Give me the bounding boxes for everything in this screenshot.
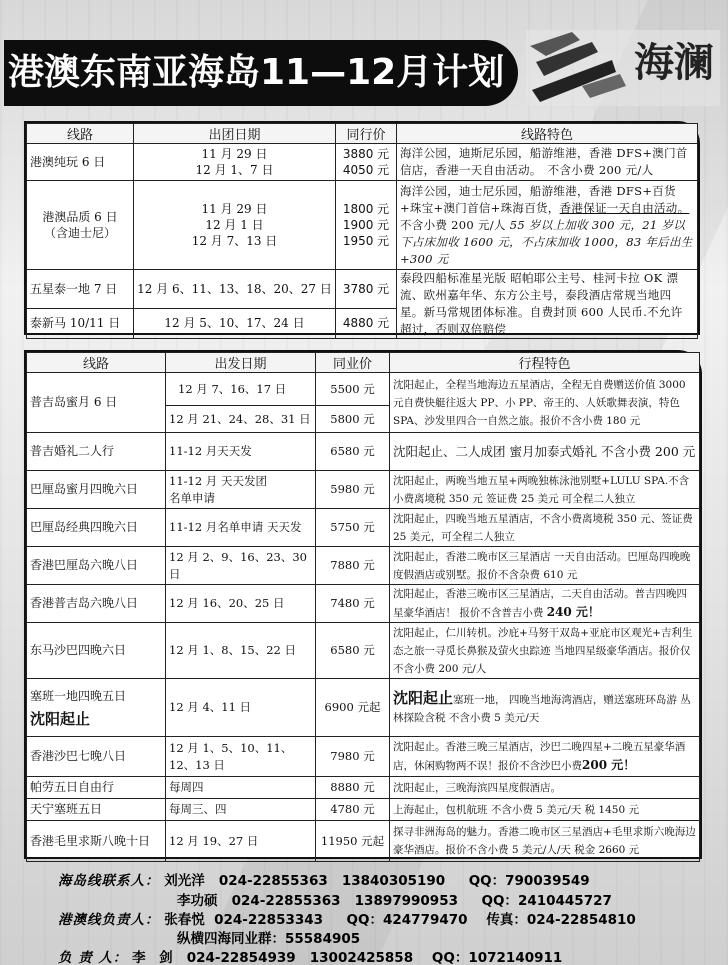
route-feature: 沈阳起止，香港二晚市区三星酒店 一天自由活动。巴厘岛四晚晚度假酒店或别墅。报价不含杂费 610 元 (390, 547, 700, 585)
header-feature: 线路特色 (397, 124, 698, 144)
route-price: 1800 元 1900 元 1950 元 (336, 181, 397, 270)
hongkong-macau-table (24, 121, 700, 335)
route-price: 7980 元 (316, 737, 390, 777)
table-row (27, 373, 700, 406)
table-row (27, 547, 700, 585)
route-price: 5800 元 (316, 406, 390, 433)
route-dates: 11-12 月名单申请 天天发 (166, 509, 316, 547)
route-dates: 12 月 2、9、16、23、30 日 (166, 547, 316, 585)
route-name: 塞班一地四晚五日 沈阳起止 (27, 679, 166, 737)
route-price: 6580 元 (316, 623, 390, 679)
route-feature: 沈阳起止。香港三晚三星酒店，沙巴二晚四星+二晚五星豪华酒店，休闲购物两不误！报价不含沙巴小费200 元！ (390, 737, 700, 777)
route-name: 香港巴厘岛六晚八日 (27, 547, 166, 585)
table-row (27, 471, 700, 509)
header-dates: 出团日期 (134, 124, 336, 144)
header-dates: 出发日期 (166, 353, 316, 373)
header-price: 同业价 (316, 353, 390, 373)
route-dates: 12 月 21、24、28、31 日 (166, 406, 316, 433)
route-feature: 沈阳起止，四晚当地五星酒店，不含小费离境税 350 元、签证费 25 美元，可全程二人独立 (390, 509, 700, 547)
route-name: 香港普吉岛六晚八日 (27, 585, 166, 623)
contact-line-hkmacau: 港澳线负责人： 张春悦 024-22853343 QQ：424779470 传真：024-22854810 (58, 912, 636, 928)
table-row (27, 623, 700, 679)
route-price: 4880 元 (336, 308, 397, 338)
table-row (27, 777, 700, 799)
southeast-asia-island-table (24, 350, 702, 859)
route-price: 5980 元 (316, 471, 390, 509)
table-row (27, 509, 700, 547)
route-dates: 每周三、四 (166, 799, 316, 821)
route-name: 普吉岛蜜月 6 日 (27, 373, 166, 433)
table-row (27, 433, 700, 471)
route-feature: 沈阳起止，全程当地海边五星酒店，全程无自费赠送价值 3000 元自费快艇往返大 PP、小 PP、帝王的、人妖歌舞表演，特色 SPA、沙发里四合一自然之旅。报价不含小费 180 元 (390, 373, 700, 433)
route-dates: 12 月 16、20、25 日 (166, 585, 316, 623)
header-route: 线路 (27, 353, 166, 373)
route-price: 3780 元 (336, 270, 397, 309)
route-feature: 上海起止，包机航班 不含小费 5 美元/天 税 1450 元 (390, 799, 700, 821)
header-route: 线路 (27, 124, 134, 144)
route-price: 5750 元 (316, 509, 390, 547)
table-row (27, 679, 700, 737)
header-price: 同行价 (336, 124, 397, 144)
route-dates: 12 月 19、27 日 (166, 821, 316, 862)
route-name: 五星泰一地 7 日 (27, 270, 134, 309)
route-dates: 11 月 29 日 12 月 1 日 12 月 7、13 日 (134, 181, 336, 270)
route-price: 3880 元 4050 元 (336, 144, 397, 181)
route-price: 4780 元 (316, 799, 390, 821)
table-row (27, 737, 700, 777)
contact-line-group: 纵横四海同业群：55584905 (177, 931, 361, 947)
table-row (27, 181, 698, 270)
route-feature: 沈阳起止，仁川转机。沙庇+马努干双岛+亚庇市区观光+吉利生态之旅一寻觅长鼻猴及萤火虫踪迹 当地四星级豪华酒店。报价仅不含小费 200 元/人 (390, 623, 700, 679)
route-feature: 沈阳起止，香港三晚市区三星酒店，二天自由活动。普吉四晚四星豪华酒店！ 报价不含普吉小费 240 元！ (390, 585, 700, 623)
route-price: 7880 元 (316, 547, 390, 585)
route-name: 巴厘岛蜜月四晚六日 (27, 471, 166, 509)
route-name: 帕劳五日自由行 (27, 777, 166, 799)
route-dates: 每周四 (166, 777, 316, 799)
header-feature: 行程特色 (390, 353, 700, 373)
route-feature: 海洋公园，迪士尼乐园，船游维港，香港 DFS+百货+珠宝+澳门首信+珠海百货，香港保证一天自由活动。 不含小费 200 元/人 55 岁以上加收 300 元，21 岁以下占床加收 1600 元，不占床加收 1000，83 年后出生+300 元 (397, 181, 698, 270)
route-price: 5500 元 (316, 373, 390, 406)
route-price: 11950 元起 (316, 821, 390, 862)
route-price: 8880 元 (316, 777, 390, 799)
route-name: 港澳品质 6 日 （含迪士尼） (27, 181, 134, 270)
route-dates: 11-12 月天天发 (166, 433, 316, 471)
route-name: 巴厘岛经典四晚六日 (27, 509, 166, 547)
contact-line-island-2: 李功硕 024-22855363 13897990953 QQ：2410445727 (177, 893, 612, 909)
table-row (27, 821, 700, 862)
table-row (27, 585, 700, 623)
route-dates: 12 月 5、10、17、24 日 (134, 308, 336, 338)
company-logo (522, 26, 722, 108)
route-name: 港澳纯玩 6 日 (27, 144, 134, 181)
route-dates: 12 月 1、5、10、11、12、13 日 (166, 737, 316, 777)
route-price: 6580 元 (316, 433, 390, 471)
route-feature: 探寻非洲海岛的魅力。香港二晚市区三星酒店+毛里求斯六晚海边豪华酒店。报价不含小费 5 美元/人/天 税金 2660 元 (390, 821, 700, 862)
route-price: 7480 元 (316, 585, 390, 623)
contact-line-island: 海岛线联系人： 刘光洋 024-22855363 13840305190 QQ：790039549 (58, 873, 590, 889)
logo-text: 海澜 (634, 39, 714, 86)
route-dates: 12 月 7、16、17 日 (166, 373, 316, 406)
route-feature: 沈阳起止塞班一地， 四晚当地海湾酒店，赠送塞班环岛游 丛林探险含税 不含小费 5 美元/天 (390, 679, 700, 737)
route-name: 泰新马 10/11 日 (27, 308, 134, 338)
route-feature: 沈阳起止，三晚海滨四星度假酒店。 (390, 777, 700, 799)
route-dates: 11 月 29 日 12 月 1、7 日 (134, 144, 336, 181)
route-name: 香港毛里求斯八晚十日 (27, 821, 166, 862)
page-title: 港澳东南亚海岛11—12月计划 (8, 52, 505, 93)
route-feature: 沈阳起止，两晚当地五星+两晚独栋泳池别墅+LULU SPA.不含小费离境税 350 元 签证费 25 美元 可全程二人独立 (390, 471, 700, 509)
route-feature: 沈阳起止、二人成团 蜜月加泰式婚礼 不含小费 200 元 (390, 433, 700, 471)
route-feature: 海洋公园，迪斯尼乐园，船游维港，香港 DFS+澳门首信店，香港一天自由活动。 不含小费 200 元/人 (397, 144, 698, 181)
route-price: 6900 元起 (316, 679, 390, 737)
route-name: 天宁塞班五日 (27, 799, 166, 821)
contact-line-manager: 负 责 人： 李 剑 024-22854939 13002425858 QQ：1072140911 (58, 950, 563, 965)
table-row (27, 270, 698, 309)
table-row (27, 144, 698, 181)
route-feature-merged: 泰段四船标准星光版 昭帕耶公主号、桂河卡拉 OK 漂流、欧州嘉年华、东方公主号，泰段酒店常规当地四星。新马常规团体标准。自费封顶 600 人民币.不允许超过，否则双倍赔偿 (397, 270, 698, 339)
route-dates: 12 月 6、11、13、18、20、27 日 (134, 270, 336, 309)
route-name: 香港沙巴七晚八日 (27, 737, 166, 777)
route-dates: 12 月 4、11 日 (166, 679, 316, 737)
route-name: 普吉婚礼二人行 (27, 433, 166, 471)
route-name: 东马沙巴四晚六日 (27, 623, 166, 679)
contact-section (0, 862, 728, 965)
route-dates: 12 月 1、8、15、22 日 (166, 623, 316, 679)
route-dates: 11-12 月 天天发团 名单申请 (166, 471, 316, 509)
table-row (27, 799, 700, 821)
